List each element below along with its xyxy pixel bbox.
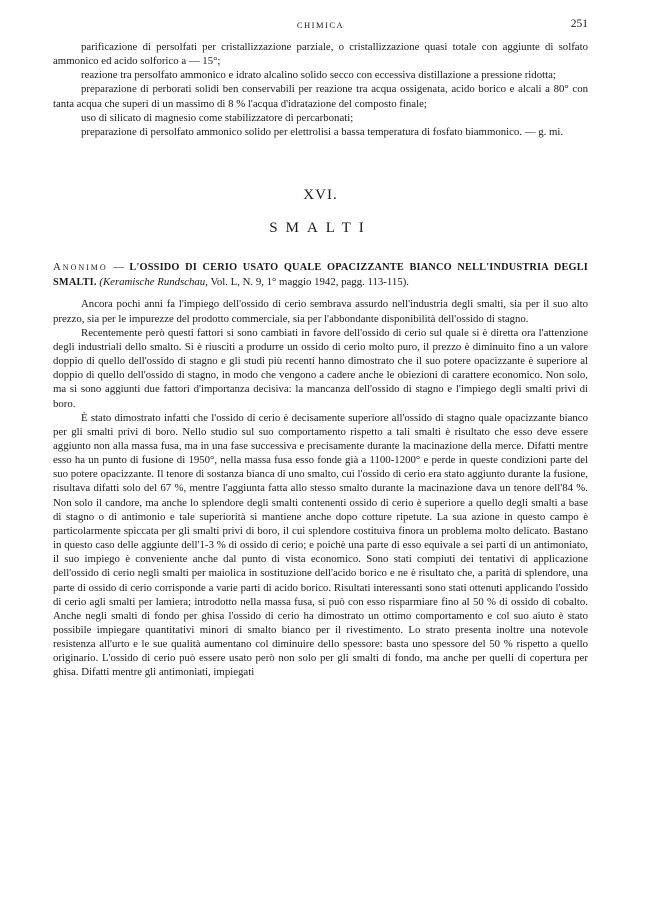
list-item: uso di silicato di magnesio come stabilizzatore di percarbonati; <box>81 111 354 124</box>
page <box>53 18 588 888</box>
entry-dash: — <box>107 261 130 274</box>
list-item: reazione tra persolfato ammonico e idrato alcalino solido secco con eccessiva distillazione a pressione ridotta; <box>81 69 556 82</box>
entry-title: L'OSSIDO DI CERIO USATO QUALE OPACIZZANTE BIANCO NELL'INDUSTRIA DEGLI SMALTI. <box>53 262 589 289</box>
paragraph: Recentemente però questi fattori si sono cambiati in favore dell'ossido di cerio sul quale si è diretta ora l'attenzione degli industriali dello smalto. Si è riusciti a produrre un ossido di cerio molto puro, il prezzo è diminuito fino a un valore doppio di quello dell'ossido di stagno e gli studi più recenti hanno dimostrato che il suo potere opacizzante è superiore al doppio di quello dell'ossido di stagno, in modo che vengono a cadere anche le obiezioni di carattere economico. Non solo, ma si sono aggiunti due fattori d'importanza decisiva: la mancanza dell'ossido di stagno e l'impiego degli smalti privi di boro. <box>53 326 588 410</box>
list-item: parificazione di persolfati per cristallizzazione parziale, o cristallizzazione quasi totale con aggiunte di solfato ammonico ed acido solforico a — 15°; <box>53 41 588 68</box>
paragraph: È stato dimostrato infatti che l'ossido di cerio è decisamente superiore all'ossido di stagno quale opacizzante bianco per gli smalti privi di boro. Nello studio sul suo comportamento rispetto a tali smalti è risultato che esso deve essere aggiunto non alla massa fusa, ma in una fase successiva e precisamente durante la macinazione della merce. Difatti mentre esso ha un punto di fusione di 1950°, nella massa fusa esso fonde già a 1100-1200° e perde in queste condizioni parte del suo potere opacizzante. Il tenore di sostanza bianca di uno smalto, cui l'ossido di cerio era stato aggiunto durante la fusione, risultava difatti solo del 67 %, mentre l'aggiunta fatta allo stesso smalto durante la macinazione dava un tenore dell'84 %. Non solo il candore, ma anche lo splendore degli smalti contenenti ossido di cerio è superiore a quello degli smalti a base di stagno o di antimonio e tale superiorità si mantiene anche dopo cotture ripetute. La sua azione in questo campo è particolarmente spiccata per gli smalti privi di boro, il cui splendore costituiva finora un problema molto delicato. Bastano in questo caso delle aggiunte dell'1-3 % di ossido di cerio; e poichè una parte di esso equivale a sei parti di un antimoniato, il suo impiego è conveniente anche dal punto di vista economico. Sono stati compiuti dei tentativi di applicazione dell'ossido di cerio negli smalti per maiolica in sostituzione dell'acido borico e ne è risultato che, a parità di splendore, una parte di ossido di cerio corrisponde a varie parti di acido borico. Risultati interessanti sono stati ottenuti applicando l'ossido di cerio agli smalti per lamiera; introdotto nella massa fusa, si può con esso risparmiare fino al 50 % di ossido di cobalto. Anche negli smalti di fondo per ghisa l'ossido di cerio ha dimostrato un ottimo comportamento e col suo aiuto è stato possibile impiegare quantitativi minori di smalto bianco per il rivestimento. Lo strato presenta inoltre una notevole resistenza all'urto e le sue qualità aumentano col diminuire dello spessore: basta uno spessore del 50 % rispetto a quello originario. L'ossido di cerio può essere usato però non solo per gli smalti di fondo, ma anche per quelli di copertura per ghisa. Difatti mentre gli antimoniati, impiegati <box>53 411 588 679</box>
running-head: CHIMICA <box>296 20 345 30</box>
section-number: XVI. <box>303 187 338 204</box>
list-item: preparazione di persolfato ammonico solido per elettrolisi a bassa temperatura di fosfato biammonico. — g. mi. <box>81 125 564 138</box>
page-header <box>53 18 588 40</box>
list-item: preparazione di perborati solidi ben conservabili per reazione tra acqua ossigenata, acido borico e alcali a 80° con tanta acqua che superi di un massimo di 8 % l'acqua d'idratazione del composto finale; <box>53 83 588 110</box>
previous-section-list <box>53 40 588 139</box>
entry-journal: (Keramische Rundschau, <box>99 276 208 289</box>
article-body <box>53 297 588 679</box>
section-title: SMALTI <box>269 220 372 237</box>
page-number: 251 <box>570 18 588 30</box>
paragraph: Ancora pochi anni fa l'impiego dell'ossido di cerio sembrava assurdo nell'industria degli smalti, sia per il suo alto prezzo, sia per le impurezze del prodotto commerciale, sia per l'abbondante disponibilità dell'ossido di stagno. <box>53 298 588 325</box>
entry-author: Anonimo <box>53 261 108 274</box>
entry-citation: Vol. L, N. 9, 1° maggio 1942, pagg. 113-115). <box>210 276 409 289</box>
bibliographic-entry <box>53 260 588 290</box>
